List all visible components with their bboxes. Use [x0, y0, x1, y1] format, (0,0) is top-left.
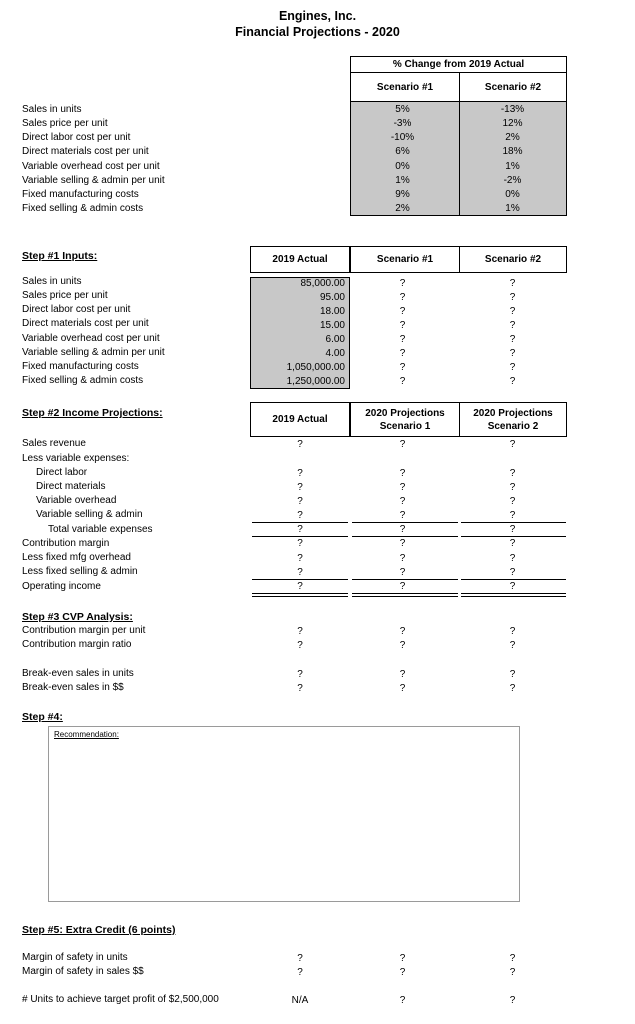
step1-title: Step #1 Inputs: — [22, 250, 98, 262]
step5-row-label: # Units to achieve target profit of $2,500,000 — [22, 994, 219, 1005]
step1-s2-value: ? — [509, 376, 516, 387]
step2-s1-value: ? — [399, 496, 406, 507]
step2-actual-value: ? — [297, 439, 303, 450]
step3-row-label: Contribution margin ratio — [22, 639, 132, 650]
step1-s1-value: ? — [399, 376, 406, 387]
step2-row-label: Total variable expenses — [48, 524, 153, 535]
step2-row-label: Variable overhead — [36, 495, 117, 506]
step1-row-label: Sales price per unit — [22, 290, 108, 301]
step2-s1-value: ? — [399, 468, 406, 479]
step2-col3-line2: Scenario 2 — [487, 420, 539, 432]
recommendation-label: Recommendation: — [54, 730, 119, 739]
double-underline — [352, 593, 458, 597]
step3-actual-value: ? — [297, 683, 303, 694]
step5-s1-value: ? — [399, 967, 406, 978]
pct-row-label: Variable overhead cost per unit — [22, 161, 160, 172]
step2-s2-value: ? — [509, 482, 516, 493]
pct-s1-value: 0% — [395, 161, 410, 172]
step2-s2-value: ? — [509, 581, 516, 592]
divider — [352, 522, 458, 523]
pct-row-label: Variable selling & admin per unit — [22, 175, 165, 186]
step2-row-label: Less fixed mfg overhead — [22, 552, 131, 563]
step3-s2-value: ? — [509, 626, 516, 637]
step1-actual-value: 4.00 — [325, 348, 345, 359]
step3-s2-value: ? — [509, 683, 516, 694]
step1-actual-value: 6.00 — [325, 334, 345, 345]
step2-s2-value: ? — [509, 538, 516, 549]
divider — [252, 579, 348, 580]
step2-row-label: Contribution margin — [22, 538, 110, 549]
step1-s1-value: ? — [399, 362, 406, 373]
step1-s1-value: ? — [399, 348, 406, 359]
step1-row-label: Variable overhead cost per unit — [22, 333, 160, 344]
step4-title: Step #4: — [22, 711, 63, 723]
step5-s1-value: ? — [399, 995, 406, 1006]
step5-s2-value: ? — [509, 953, 516, 964]
step2-col-actual: 2019 Actual — [250, 402, 350, 437]
pct-row-label: Sales in units — [22, 104, 82, 115]
step2-col-scenario2 — [459, 402, 567, 437]
step2-col3-line1: 2020 Projections — [473, 407, 553, 419]
step5-row-label: Margin of safety in sales $$ — [22, 966, 144, 977]
pct-row-label: Fixed selling & admin costs — [22, 203, 144, 214]
step5-s2-value: ? — [509, 995, 516, 1006]
step2-row-label: Operating income — [22, 581, 101, 592]
step1-s2-value: ? — [509, 362, 516, 373]
divider — [461, 579, 566, 580]
step1-s2-value: ? — [509, 334, 516, 345]
step1-col-scenario2: Scenario #2 — [459, 246, 567, 273]
step1-actual-value: 95.00 — [319, 292, 345, 303]
step5-s2-value: ? — [509, 967, 516, 978]
pct-s2-value: -13% — [500, 104, 525, 115]
step1-s2-value: ? — [509, 278, 516, 289]
pct-col-scenario1: Scenario #1 — [350, 72, 460, 102]
step2-col-scenario1 — [350, 402, 460, 437]
divider — [461, 536, 566, 537]
divider — [461, 522, 566, 523]
step2-s2-value: ? — [509, 510, 516, 521]
divider — [252, 522, 348, 523]
pct-s2-value: 0% — [505, 189, 520, 200]
step2-row-label: Less variable expenses: — [22, 453, 130, 464]
step2-col2-line2: Scenario 1 — [379, 420, 431, 432]
step1-s1-value: ? — [399, 334, 406, 345]
recommendation-textbox[interactable] — [48, 726, 520, 902]
pct-s1-value: 9% — [395, 189, 410, 200]
step2-actual-value: ? — [297, 553, 303, 564]
step1-row-label: Sales in units — [22, 276, 82, 287]
step1-actual-value: 1,050,000.00 — [286, 362, 345, 373]
step3-actual-value: ? — [297, 626, 303, 637]
pct-row-label: Direct materials cost per unit — [22, 146, 149, 157]
step1-s1-value: ? — [399, 306, 406, 317]
pct-s2-value: 1% — [505, 203, 520, 214]
step2-s1-value: ? — [399, 581, 406, 592]
step2-s1-value: ? — [399, 553, 406, 564]
pct-s1-value: 6% — [395, 146, 410, 157]
pct-col-scenario2: Scenario #2 — [459, 72, 567, 102]
double-underline — [252, 593, 348, 597]
step2-s2-value: ? — [509, 553, 516, 564]
step5-actual-value: ? — [297, 953, 303, 964]
step1-row-label: Fixed manufacturing costs — [22, 361, 139, 372]
step2-s2-value: ? — [509, 439, 516, 450]
step3-actual-value: ? — [297, 640, 303, 651]
step2-actual-value: ? — [297, 538, 303, 549]
step2-actual-value: ? — [297, 482, 303, 493]
step1-row-label: Fixed selling & admin costs — [22, 375, 144, 386]
step2-s2-value: ? — [509, 468, 516, 479]
pct-s1-value: 2% — [395, 203, 410, 214]
step2-row-label: Direct materials — [36, 481, 106, 492]
step3-title: Step #3 CVP Analysis: — [22, 611, 133, 623]
pct-group-header: % Change from 2019 Actual — [350, 56, 567, 73]
step3-s1-value: ? — [399, 669, 406, 680]
company-title: Engines, Inc. — [278, 9, 357, 23]
pct-s2-value: -2% — [503, 175, 522, 186]
pct-row-label: Fixed manufacturing costs — [22, 189, 139, 200]
step2-s1-value: ? — [399, 567, 406, 578]
step3-actual-value: ? — [297, 669, 303, 680]
step3-row-label: Break-even sales in units — [22, 668, 134, 679]
step1-col-scenario1: Scenario #1 — [350, 246, 460, 273]
step2-row-label: Variable selling & admin — [36, 509, 143, 520]
pct-s2-value: 2% — [505, 132, 520, 143]
step2-s2-value: ? — [509, 524, 516, 535]
step1-row-label: Direct labor cost per unit — [22, 304, 131, 315]
step2-actual-value: ? — [297, 581, 303, 592]
step1-actual-value: 18.00 — [319, 306, 345, 317]
step2-actual-value: ? — [297, 524, 303, 535]
divider — [352, 536, 458, 537]
step2-s2-value: ? — [509, 567, 516, 578]
step1-s2-value: ? — [509, 306, 516, 317]
step3-s1-value: ? — [399, 683, 406, 694]
step2-row-label: Sales revenue — [22, 438, 86, 449]
step1-s1-value: ? — [399, 320, 406, 331]
step2-row-label: Less fixed selling & admin — [22, 566, 138, 577]
step1-actual-value: 1,250,000.00 — [286, 376, 345, 387]
step1-row-label: Variable selling & admin per unit — [22, 347, 165, 358]
step2-row-label: Direct labor — [36, 467, 88, 478]
step1-col-actual: 2019 Actual — [250, 246, 350, 273]
step5-actual-value: N/A — [291, 995, 309, 1006]
step1-s1-value: ? — [399, 278, 406, 289]
divider — [252, 536, 348, 537]
pct-row-label: Sales price per unit — [22, 118, 108, 129]
step5-actual-value: ? — [297, 967, 303, 978]
step1-row-label: Direct materials cost per unit — [22, 318, 149, 329]
pct-s1-value: -3% — [393, 118, 412, 129]
double-underline — [461, 593, 566, 597]
pct-s1-value: -10% — [390, 132, 415, 143]
step2-s1-value: ? — [399, 538, 406, 549]
step3-s2-value: ? — [509, 640, 516, 651]
step1-s2-value: ? — [509, 348, 516, 359]
step2-s1-value: ? — [399, 510, 406, 521]
step1-s1-value: ? — [399, 292, 406, 303]
step3-s2-value: ? — [509, 669, 516, 680]
pct-row-label: Direct labor cost per unit — [22, 132, 131, 143]
step2-s1-value: ? — [399, 524, 406, 535]
step3-row-label: Contribution margin per unit — [22, 625, 146, 636]
pct-s2-value: 1% — [505, 161, 520, 172]
step3-s1-value: ? — [399, 626, 406, 637]
step2-actual-value: ? — [297, 496, 303, 507]
step2-title: Step #2 Income Projections: — [22, 407, 163, 419]
step2-actual-value: ? — [297, 510, 303, 521]
step2-actual-value: ? — [297, 468, 303, 479]
divider — [352, 579, 458, 580]
step5-row-label: Margin of safety in units — [22, 952, 128, 963]
step2-s2-value: ? — [509, 496, 516, 507]
step3-s1-value: ? — [399, 640, 406, 651]
step5-title: Step #5: Extra Credit (6 points) — [22, 924, 176, 936]
step1-actual-value: 15.00 — [319, 320, 345, 331]
step5-s1-value: ? — [399, 953, 406, 964]
page-subtitle: Financial Projections - 2020 — [235, 25, 400, 39]
pct-s2-value: 18% — [502, 146, 523, 157]
step2-actual-value: ? — [297, 567, 303, 578]
pct-s2-value: 12% — [502, 118, 523, 129]
pct-s1-value: 1% — [395, 175, 410, 186]
step3-row-label: Break-even sales in $$ — [22, 682, 124, 693]
step2-col2-line1: 2020 Projections — [365, 407, 445, 419]
step2-s1-value: ? — [399, 439, 406, 450]
step1-actual-value: 85,000.00 — [300, 278, 345, 289]
pct-s1-value: 5% — [395, 104, 410, 115]
step1-s2-value: ? — [509, 320, 516, 331]
step2-s1-value: ? — [399, 482, 406, 493]
step1-s2-value: ? — [509, 292, 516, 303]
